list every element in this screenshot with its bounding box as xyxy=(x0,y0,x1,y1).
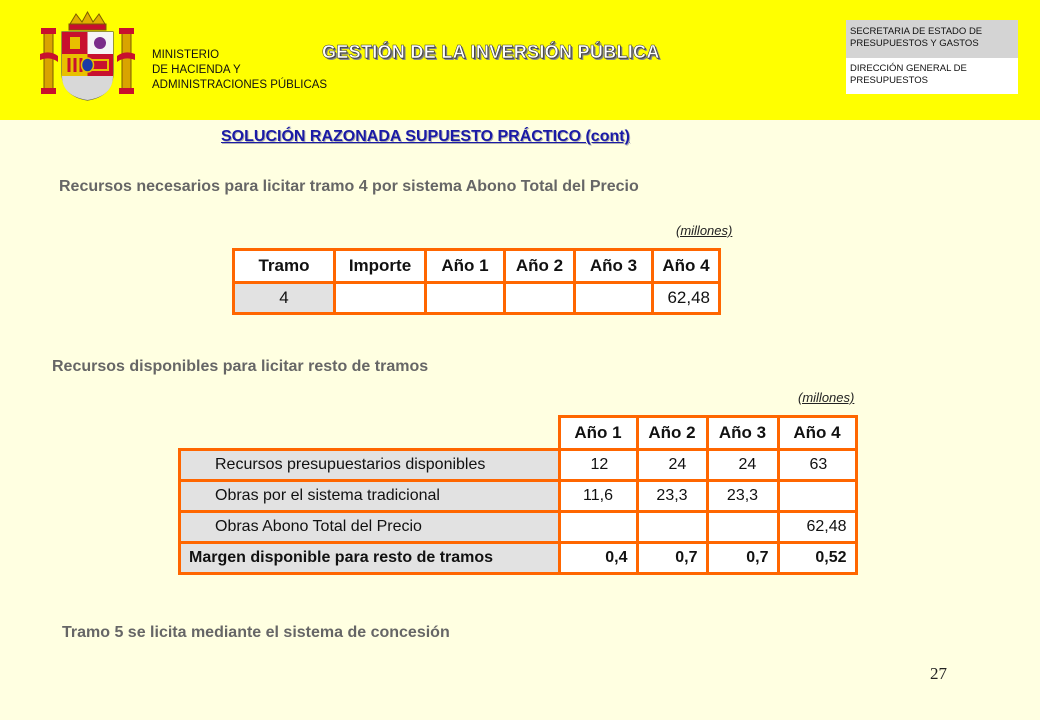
page-title: GESTIÓN DE LA INVERSIÓN PÚBLICA xyxy=(322,42,660,62)
ministry-line-1: MINISTERIO xyxy=(152,49,220,61)
table-header-row xyxy=(180,417,857,450)
row-value: 0,4 xyxy=(559,543,637,574)
row-value: 11,6 xyxy=(559,481,637,512)
table-row xyxy=(180,543,857,574)
header-banner xyxy=(0,0,1040,120)
header-cell-ano2: Año 2 xyxy=(505,250,575,283)
table-row xyxy=(180,450,857,481)
section2-units: (millones) xyxy=(798,390,855,405)
ministry-line-2: DE HACIENDA Y xyxy=(152,64,241,76)
row-value xyxy=(778,481,856,512)
header-cell-ano3: Año 3 xyxy=(707,417,778,450)
slide-subtitle: SOLUCIÓN RAZONADA SUPUESTO PRÁCTICO (cont) xyxy=(221,128,630,145)
row-label: Obras Abono Total del Precio xyxy=(180,512,560,543)
header-cell-importe: Importe xyxy=(335,250,426,283)
table-row xyxy=(180,512,857,543)
direccion-line-1: DIRECCIÓN GENERAL DE xyxy=(850,63,967,74)
cell-tramo: 4 xyxy=(234,283,335,314)
row-label: Obras por el sistema tradicional xyxy=(180,481,560,512)
row-value: 0,7 xyxy=(707,543,778,574)
row-value: 12 xyxy=(559,450,637,481)
row-value: 62,48 xyxy=(778,512,856,543)
coat-of-arms-icon xyxy=(40,10,135,102)
ministry-line-3: ADMINISTRACIONES PÚBLICAS xyxy=(152,79,328,91)
header-cell-ano4: Año 4 xyxy=(778,417,856,450)
ministry-name xyxy=(152,48,327,93)
section1-units: (millones) xyxy=(676,223,733,238)
row-value xyxy=(707,512,778,543)
cell-ano1 xyxy=(426,283,505,314)
row-value: 24 xyxy=(707,450,778,481)
direccion-line-2: PRESUPUESTOS xyxy=(850,75,928,86)
header-cell-ano4: Año 4 xyxy=(653,250,720,283)
row-value xyxy=(637,512,707,543)
direccion-label xyxy=(846,58,1018,87)
page-number: 27 xyxy=(930,664,947,683)
cell-ano2 xyxy=(505,283,575,314)
row-label: Recursos presupuestarios disponibles xyxy=(180,450,560,481)
secretaria-label xyxy=(846,20,1018,58)
resources-table xyxy=(178,415,858,575)
row-value xyxy=(559,512,637,543)
table-row xyxy=(234,283,720,314)
secretaria-box xyxy=(846,20,1018,94)
table-header-row xyxy=(234,250,720,283)
cell-ano3 xyxy=(575,283,653,314)
row-value: 0,52 xyxy=(778,543,856,574)
header-cell-ano2: Año 2 xyxy=(637,417,707,450)
row-value: 23,3 xyxy=(637,481,707,512)
header-cell-ano1: Año 1 xyxy=(426,250,505,283)
table-row xyxy=(180,481,857,512)
row-value: 0,7 xyxy=(637,543,707,574)
row-value: 63 xyxy=(778,450,856,481)
row-value: 24 xyxy=(637,450,707,481)
header-cell-ano3: Año 3 xyxy=(575,250,653,283)
tramo4-table xyxy=(232,248,721,315)
conclusion-text: Tramo 5 se licita mediante el sistema de concesión xyxy=(62,624,450,641)
secretaria-line-2: PRESUPUESTOS Y GASTOS xyxy=(850,38,979,49)
row-label: Margen disponible para resto de tramos xyxy=(180,543,560,574)
cell-ano4: 62,48 xyxy=(653,283,720,314)
header-cell-tramo: Tramo xyxy=(234,250,335,283)
header-cell-ano1: Año 1 xyxy=(559,417,637,450)
row-value: 23,3 xyxy=(707,481,778,512)
empty-corner-cell xyxy=(180,417,560,450)
section2-label: Recursos disponibles para licitar resto de tramos xyxy=(52,358,429,375)
secretaria-line-1: SECRETARIA DE ESTADO DE xyxy=(850,26,983,37)
cell-importe xyxy=(335,283,426,314)
section1-label: Recursos necesarios para licitar tramo 4 por sistema Abono Total del Precio xyxy=(59,178,639,195)
